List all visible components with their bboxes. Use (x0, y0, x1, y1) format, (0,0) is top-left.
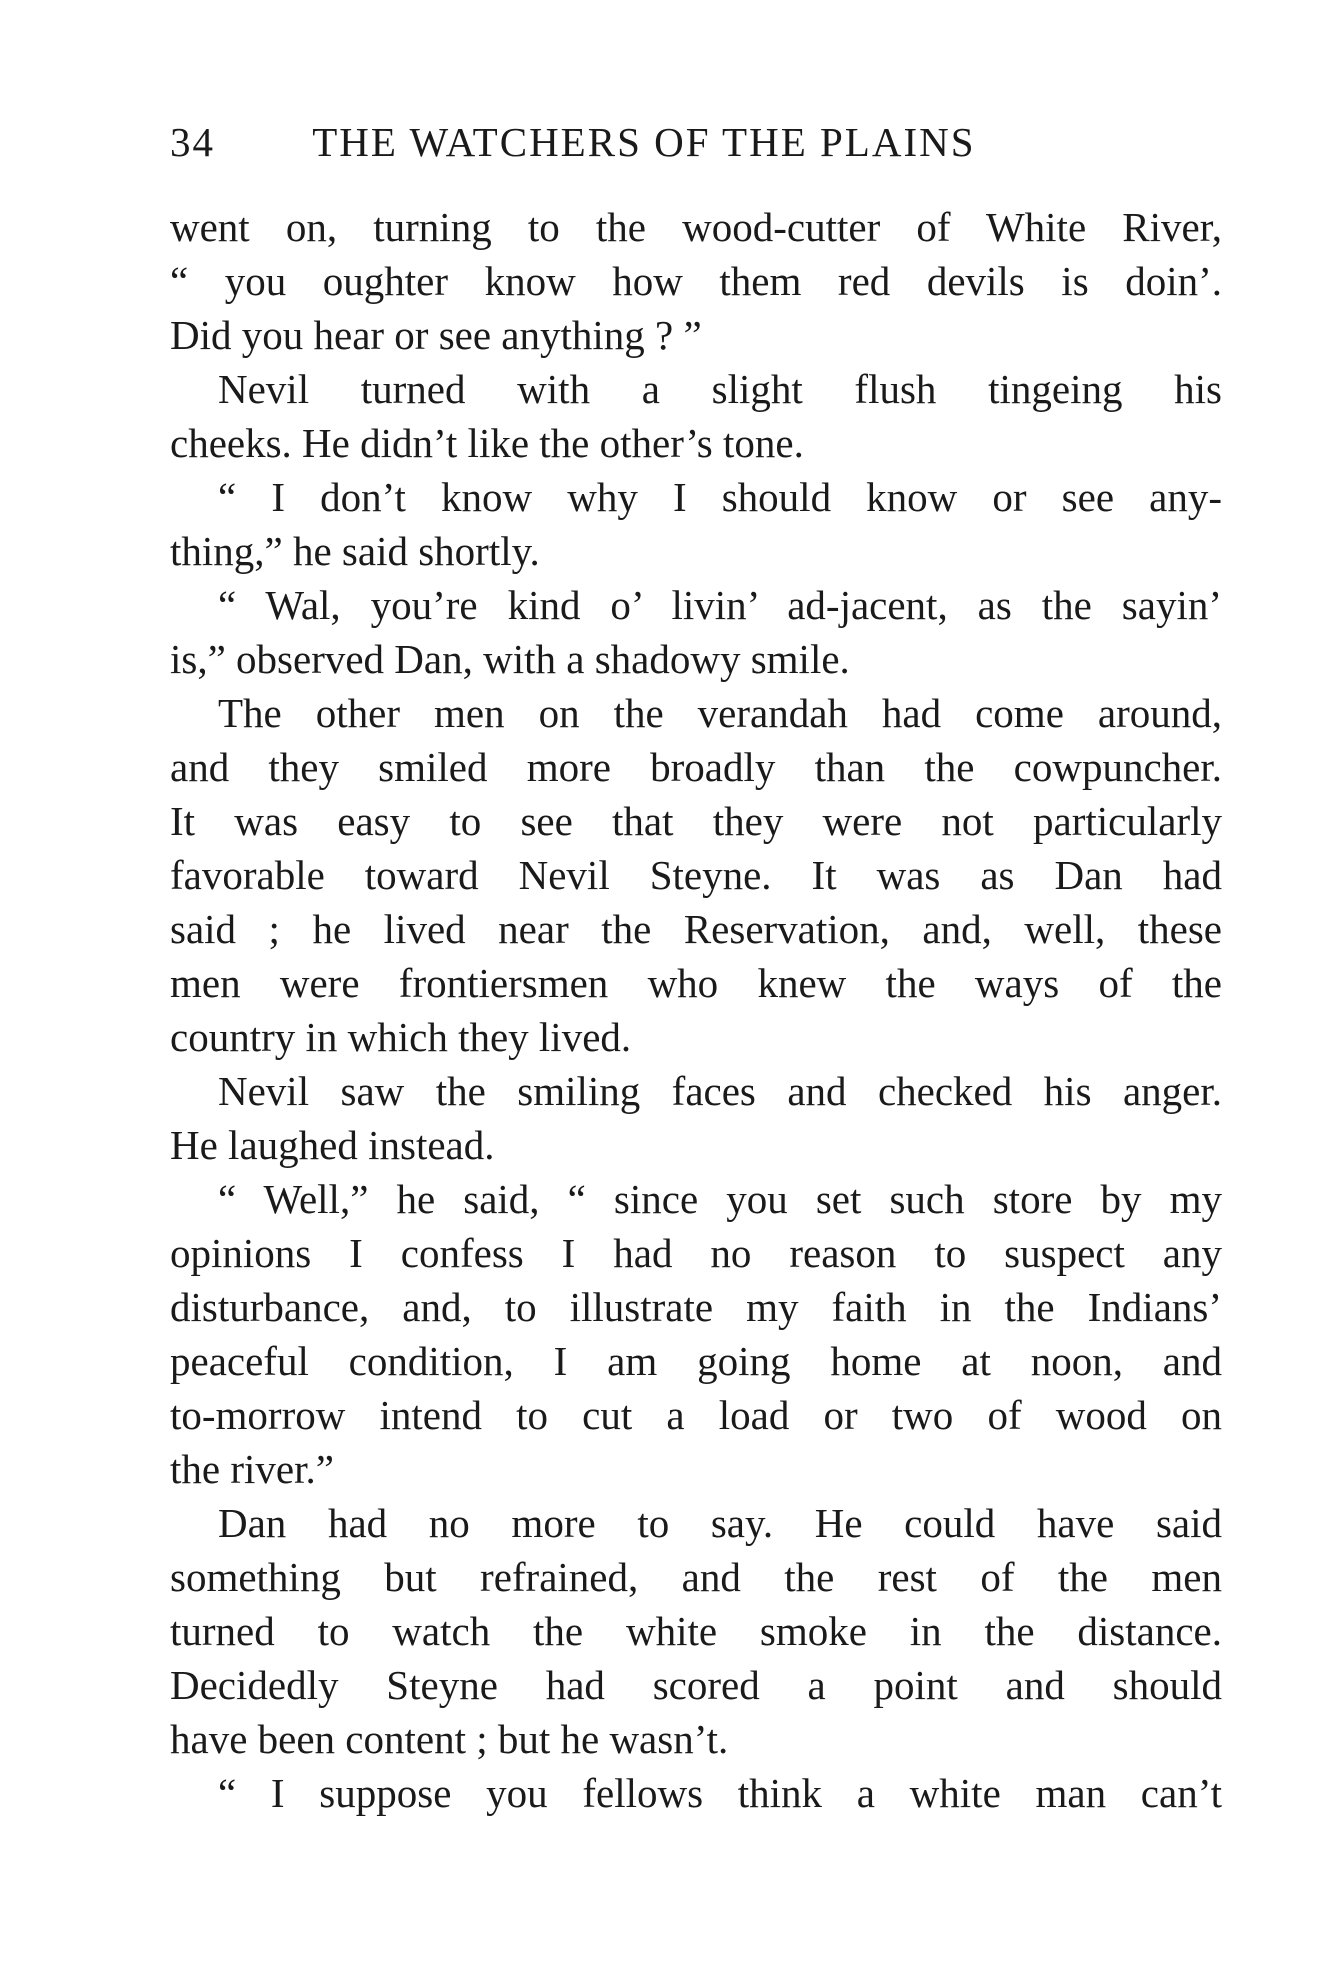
text-line: men were frontiersmen who knew the ways of the (170, 960, 1222, 1006)
text-line: something but refrained, and the rest of the men (170, 1554, 1222, 1600)
text-line: “ I don’t know why I should know or see any- (218, 474, 1222, 520)
text-line: “ you oughter know how them red devils is doin’. (170, 258, 1222, 304)
text-line: He laughed instead. (170, 1122, 495, 1168)
text-line: Nevil turned with a slight flush tingeing his (218, 366, 1222, 412)
text-line: peaceful condition, I am going home at noon, and (170, 1338, 1222, 1384)
book-title: THE WATCHERS OF THE PLAINS (312, 119, 976, 165)
text-line: went on, turning to the wood-cutter of White River, (170, 204, 1222, 250)
text-line: “ Well,” he said, “ since you set such store by my (218, 1176, 1222, 1222)
text-line: cheeks. He didn’t like the other’s tone. (170, 420, 804, 466)
text-line: turned to watch the white smoke in the distance. (170, 1608, 1222, 1654)
text-line: “ Wal, you’re kind o’ livin’ ad-jacent, as the sayin’ (218, 582, 1222, 628)
text-line: It was easy to see that they were not particularly (170, 798, 1222, 844)
text-line: said ; he lived near the Reservation, and, well, these (170, 906, 1222, 952)
page-number: 34 (170, 119, 215, 165)
text-line: the river.” (170, 1446, 334, 1492)
text-line: have been content ; but he wasn’t. (170, 1716, 729, 1762)
text-line: opinions I confess I had no reason to suspect any (170, 1230, 1222, 1276)
text-line: disturbance, and, to illustrate my faith in the Indians’ (170, 1284, 1222, 1330)
text-line: favorable toward Nevil Steyne. It was as Dan had (170, 852, 1222, 898)
body-text (170, 200, 1222, 1820)
text-line: Decidedly Steyne had scored a point and should (170, 1662, 1222, 1708)
text-line: to-morrow intend to cut a load or two of wood on (170, 1392, 1222, 1438)
text-line: Did you hear or see anything ? ” (170, 312, 702, 358)
text-line: and they smiled more broadly than the cowpuncher. (170, 744, 1222, 790)
text-line: is,” observed Dan, with a shadowy smile. (170, 636, 850, 682)
text-line: Dan had no more to say. He could have said (218, 1500, 1222, 1546)
text-line: Nevil saw the smiling faces and checked his anger. (218, 1068, 1222, 1114)
text-line: country in which they lived. (170, 1014, 632, 1060)
text-line: The other men on the verandah had come around, (218, 690, 1222, 736)
text-line: thing,” he said shortly. (170, 528, 540, 574)
running-head (170, 118, 1220, 178)
text-line: “ I suppose you fellows think a white man can’t (218, 1770, 1222, 1816)
